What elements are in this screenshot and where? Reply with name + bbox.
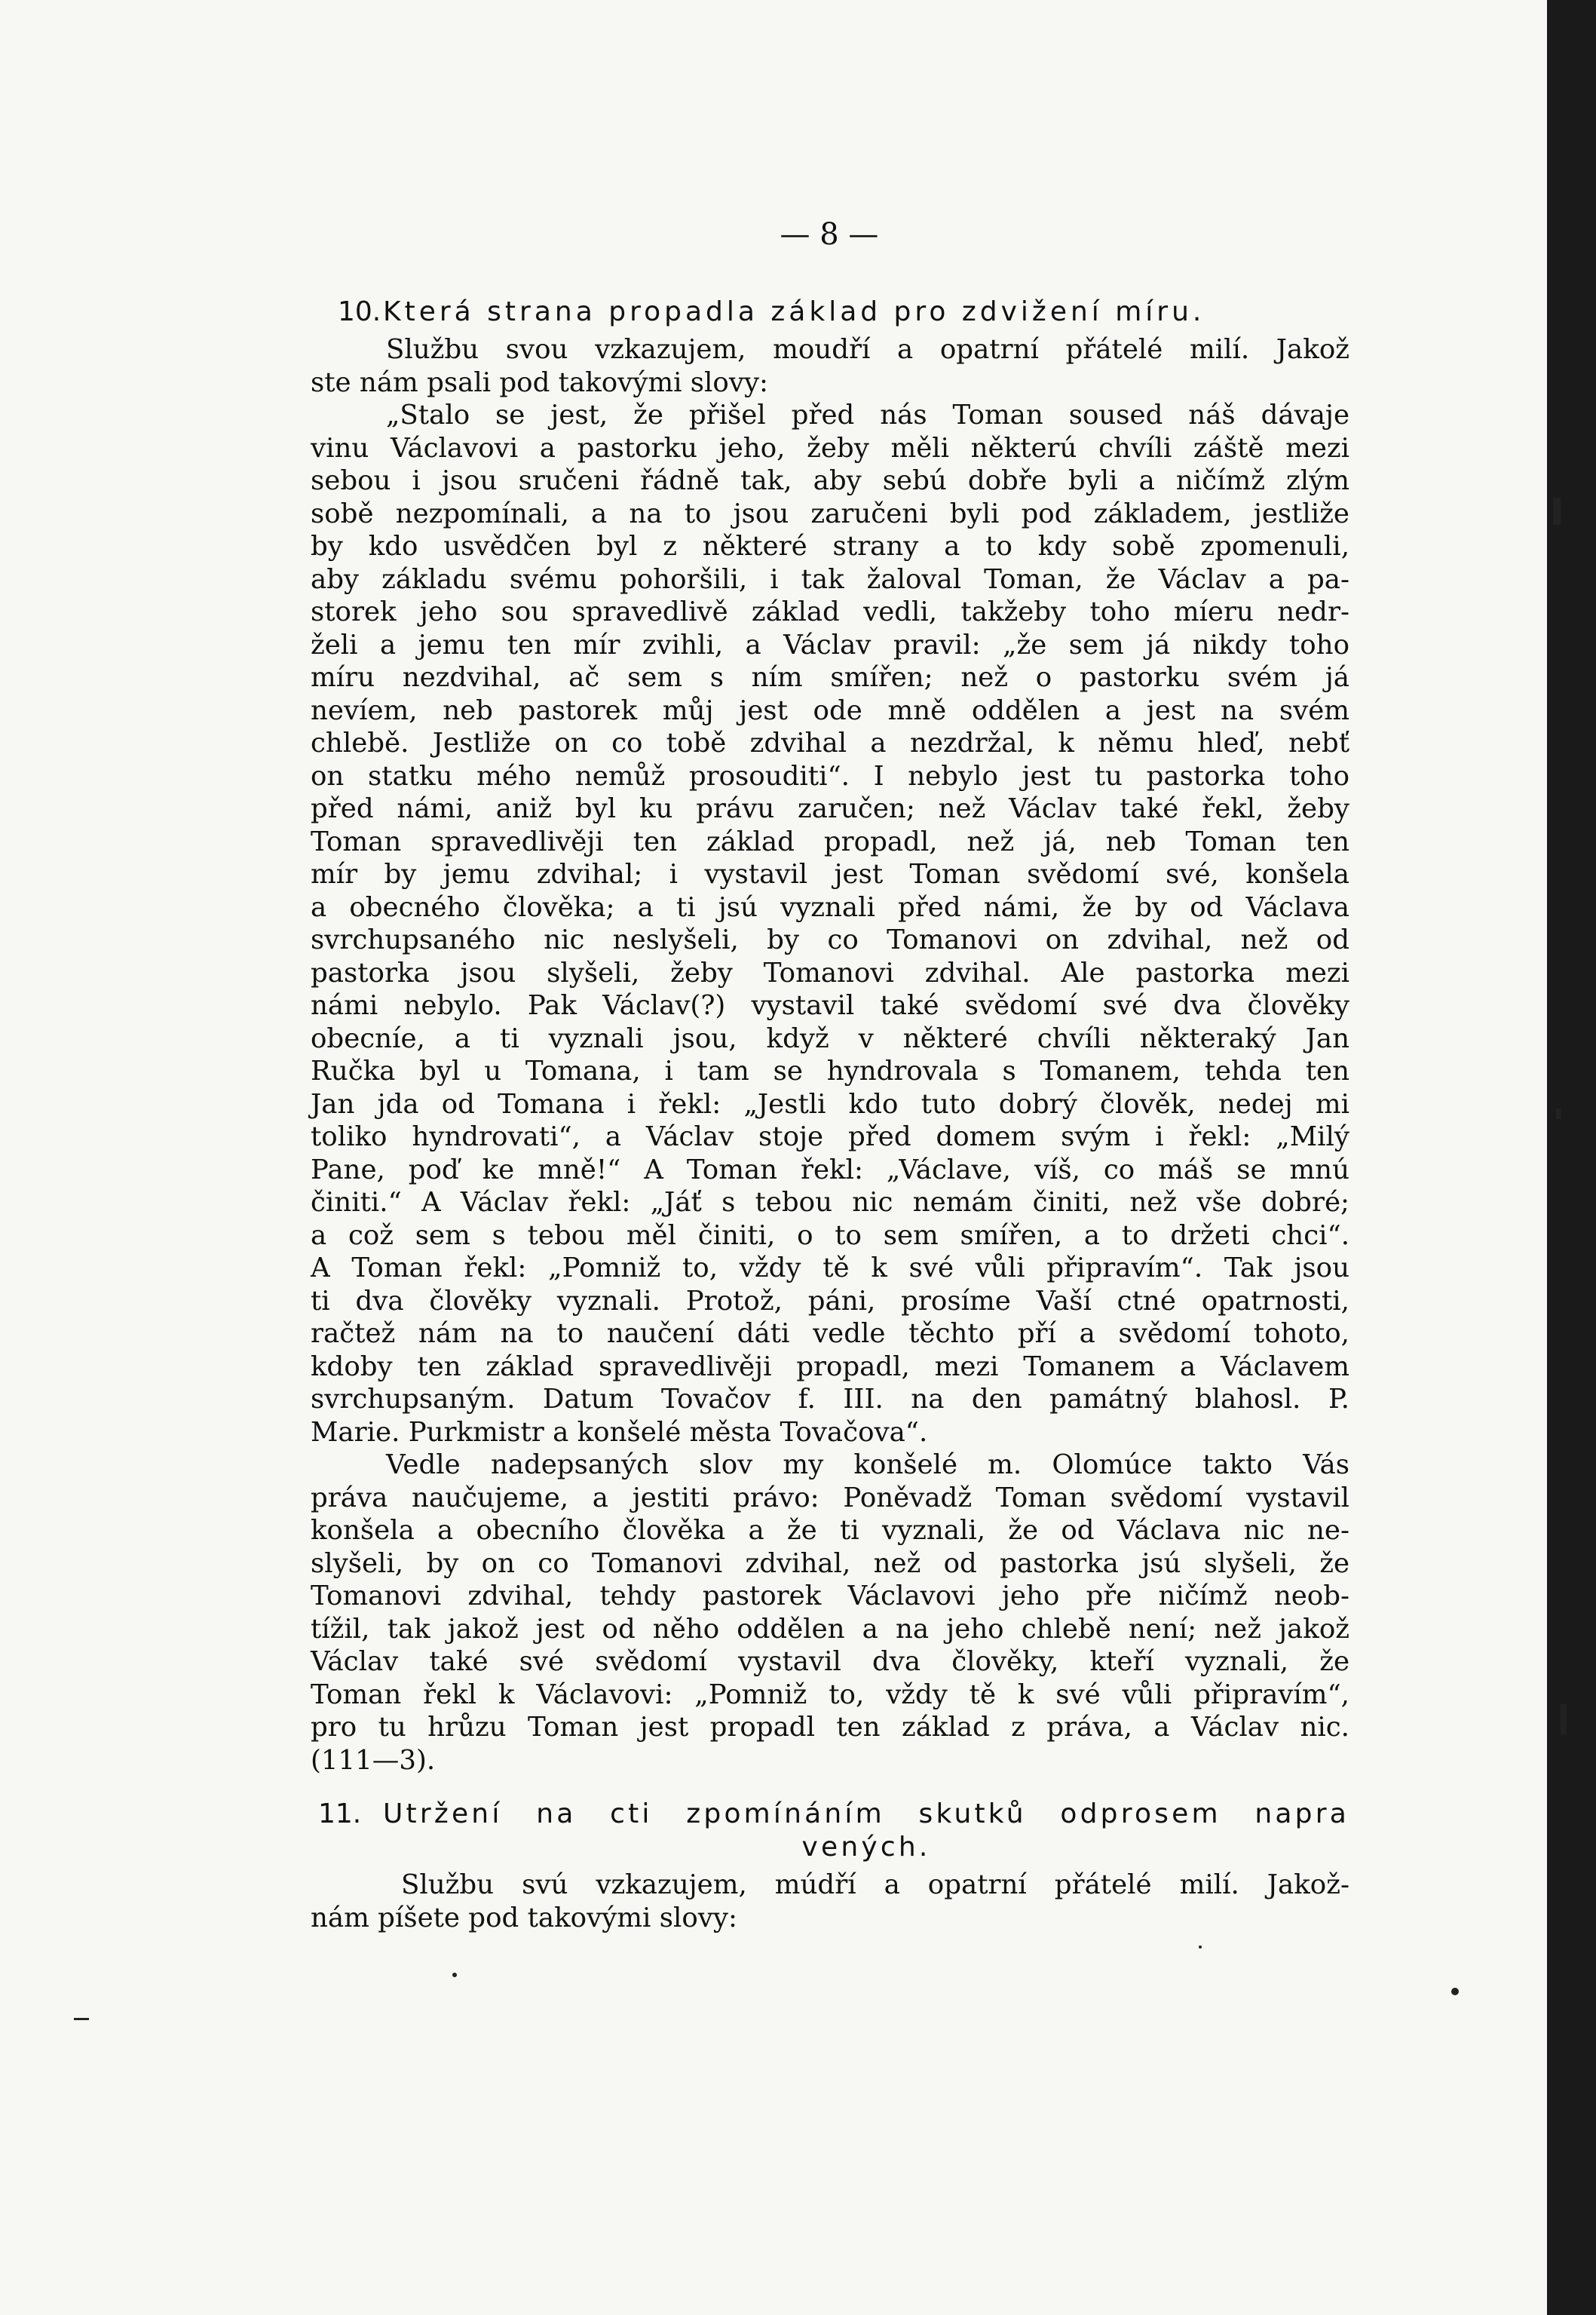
text-line: „Stalo se jest, že přišel před nás Toman soused náš dávaje <box>386 400 1349 431</box>
text-line: (111—3). <box>311 1744 436 1776</box>
text-line: námi nebylo. Pak Václav(?) vystavil také svědomí své dva člověky <box>311 990 1349 1021</box>
section-10-number: 10. <box>338 296 381 327</box>
text-line: Ručka byl u Tomana, i tam se hyndrovala s Tomanem, tehda ten <box>311 1056 1349 1087</box>
page-number: — 8 — <box>780 217 879 252</box>
text-line: nám píšete pod takovými slovy: <box>311 1902 737 1933</box>
text-line: pastorka jsou slyšeli, žeby Tomanovi zdvihal. Ale pastorka mezi <box>311 957 1349 989</box>
text-line: a což sem s tebou měl činiti, o to sem smířen, a to držeti chci“. <box>311 1219 1349 1251</box>
text-line: ste nám psali pod takovými slovy: <box>311 366 769 398</box>
scan-speck <box>1451 1988 1459 1995</box>
text-line: práva naučujeme, a jestiti právo: Poněvadž Toman svědomí vystavil <box>311 1482 1349 1513</box>
text-line: vinu Václavovi a pastorku jeho, žeby měli některú chvíli záště mezi <box>311 432 1349 464</box>
text-line: pro tu hrůzu Toman jest propadl ten základ z práva, a Václav nic. <box>311 1712 1349 1743</box>
section-11-body <box>311 1869 1349 1934</box>
text-line: před námi, aniž byl ku právu zaručen; než Václav také řekl, žeby <box>311 793 1349 824</box>
text-line: aby základu svému pohoršili, i tak žaloval Toman, že Václav a pa- <box>311 563 1349 595</box>
text-line: Službu svú vzkazujem, múdří a opatrní přátelé milí. Jakož- <box>401 1869 1349 1900</box>
text-line: Vedle nadepsaných slov my konšelé m. Olomúce takto Vás <box>386 1449 1349 1480</box>
text-line: svrchupsaným. Datum Tovačov f. III. na den památný blahosl. P. <box>311 1384 1349 1415</box>
text-line: on statku mého nemůž prosouditi“. I nebylo jest tu pastorka toho <box>311 760 1349 792</box>
scan-speck <box>1556 1108 1561 1119</box>
text-line: mír by jemu zdvihal; i vystavil jest Toman svědomí své, konšela <box>311 859 1349 890</box>
scan-speck <box>1199 1946 1202 1949</box>
text-line: storek jeho sou spravedlivě základ vedli, takžeby toho míeru nedr- <box>311 596 1349 627</box>
section-11-title-line: Utržení na cti zpomínáním skutků odprosem napra <box>383 1798 1349 1829</box>
section-11-number: 11. <box>318 1798 362 1829</box>
text-line: svrchupsaného nic neslyšeli, by co Tomanovi on zdvihal, než od <box>311 924 1349 955</box>
scan-speck <box>1553 498 1561 525</box>
text-line: tížil, tak jakož jest od něho oddělen a na jeho chlebě není; než jakož <box>311 1613 1349 1645</box>
section-10-heading <box>311 296 1349 329</box>
text-line: a obecného člověka; a ti jsú vyznali před námi, že by od Václava <box>311 891 1349 923</box>
text-line: A Toman řekl: „Pomniž to, vždy tě k své vůli připravím“. Tak jsou <box>311 1253 1349 1283</box>
text-line: Toman řekl k Václavovi: „Pomniž to, vždy tě k své vůli připravím“, <box>311 1679 1349 1710</box>
text-line: želi a jemu ten mír zvihli, a Václav pravil: „že sem já nikdy toho <box>311 629 1349 661</box>
scan-speck <box>74 2018 89 2020</box>
text-line: Tomanovi zdvihal, tehdy pastorek Václavovi jeho pře ničímž neob- <box>311 1581 1349 1611</box>
text-line: sebou i jsou sručeni řádně tak, aby sebú dobře byli a ničímž zlým <box>311 465 1349 496</box>
text-line: toliko hyndrovati“, a Václav stoje před domem svým i řekl: „Milý <box>311 1121 1349 1152</box>
text-line: Službu svou vzkazujem, moudří a opatrní přátelé milí. Jakož <box>386 334 1349 365</box>
text-line: Toman spravedlivěji ten základ propadl, než já, neb Toman ten <box>311 826 1349 857</box>
text-line: račtež nám na to naučení dáti vedle těchto pří a svědomí tohoto, <box>311 1318 1349 1349</box>
text-line: konšela a obecního člověka a že ti vyznali, že od Václava nic ne- <box>311 1515 1349 1546</box>
text-line: Pane, poď ke mně!“ A Toman řekl: „Václave, víš, co máš se mnú <box>311 1154 1349 1185</box>
text-line: Marie. Purkmistr a konšelé města Tovačova“. <box>311 1416 928 1448</box>
text-line: míru nezdvihal, ač sem s ním smířen; než o pastorku svém já <box>311 662 1349 693</box>
section-11-heading <box>311 1798 1349 1864</box>
text-line: sobě nezpomínali, a na to jsou zaručeni byli pod základem, jestliže <box>311 498 1349 529</box>
text-line: ti dva člověky vyznali. Protož, páni, prosíme Vaší ctné opatrnosti, <box>311 1285 1349 1317</box>
text-line: činiti.“ A Václav řekl: „Jáť s tebou nic nemám činiti, než vše dobré; <box>311 1187 1349 1218</box>
text-line: by kdo usvědčen byl z některé strany a to kdy sobě zpomenuli, <box>311 531 1349 562</box>
text-line: nevíem, neb pastorek můj jest ode mně oddělen a jest na svém <box>311 694 1349 726</box>
section-11-title <box>383 1798 1349 1864</box>
scan-speck <box>1561 1704 1567 1734</box>
text-line: obecníe, a ti vyznali jsou, když v některé chvíli některaký Jan <box>311 1023 1349 1054</box>
section-10-title: Která strana propadla základ pro zdvižení míru. <box>383 296 1205 327</box>
text-line: Jan jda od Tomana i řekl: „Jestli kdo tuto dobrý člověk, nedej mi <box>311 1088 1349 1120</box>
scan-speck <box>452 1973 457 1977</box>
section-11-title-line: vených. <box>801 1832 931 1863</box>
text-line: kdoby ten základ spravedlivěji propadl, mezi Tomanem a Václavem <box>311 1351 1349 1382</box>
text-line: Václav také své svědomí vystavil dva člověky, kteří vyznali, že <box>311 1646 1349 1677</box>
text-line: chlebě. Jestliže on co tobě zdvihal a nezdržal, k němu hleď, nebť <box>311 728 1349 759</box>
section-10-body <box>311 333 1349 1777</box>
page-content <box>311 296 1349 1934</box>
text-line: slyšeli, by on co Tomanovi zdvihal, než od pastorka jsú slyšeli, že <box>311 1547 1349 1579</box>
